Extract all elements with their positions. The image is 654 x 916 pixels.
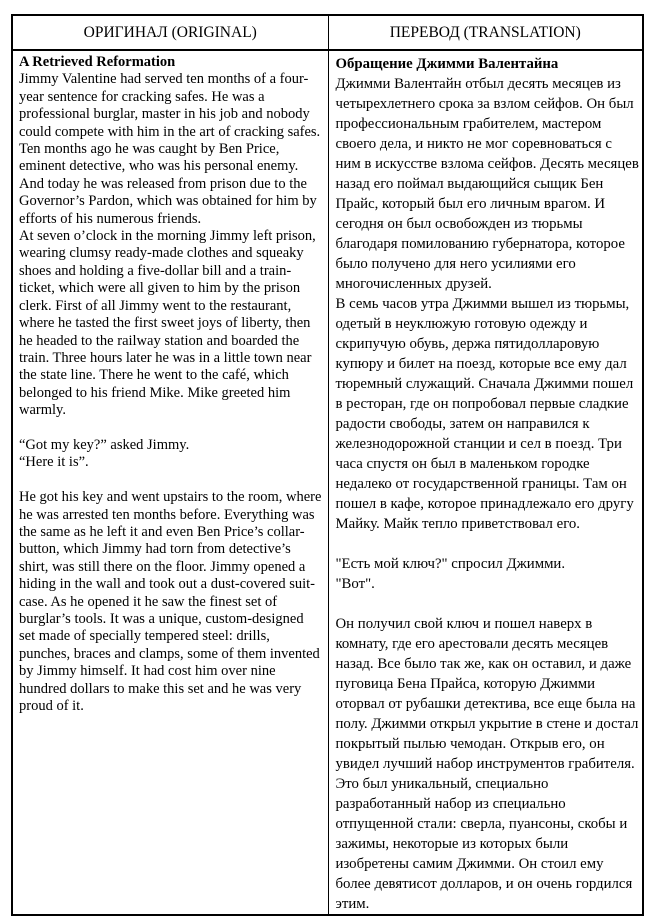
original-paragraph-1: Jimmy Valentine had served ten months of a four-year sentence for cracking safes. He was a professional burglar, master in his job and nobody could compete with him in the art of cracking safes. Ten months ago he was caught by Ben Price, eminent detective, who was his personal enemy. And today he was released from prison due to the Governor’s Pardon, which was obtained for him by efforts of his numerous friends. [19,71,321,227]
translation-text-cell [328,50,643,915]
translation-paragraph-1: Джимми Валентайн отбыл десять месяцев из четырехлетнего срока за взлом сейфов. Он был профессиональным грабителем, мастером своего дела, и никто не мог соревноваться с ним в искусстве взлома сейфов. Десять месяцев назад его поймал выдающийся сыщик Бен Прайс, который был его личным врагом. И сегодня он был освобожден из тюрьмы благодаря помилованию губернатора, которое было получено для него усилиями его многочисленных друзей. [335,76,639,292]
translation-paragraph-2: В семь часов утра Джимми вышел из тюрьмы, одетый в неуклюжую готовую одежду и скрипучую обувь, держа пятидолларовую купюру и билет на поезд, которые все ему дал тюремный служащий. Сначала Джимми пошел в ресторан, где он попробовал первые сладкие радости свободы, затем он направился к железнодорожной станции и сел в поезд. Три часа спустя он был в маленьком городке недалеко от государственной границы. Там он пошел в кафе, которое принадлежало его другу Майку. Майк тепло приветствовал его. [335,296,634,532]
translation-story-title: Обращение Джимми Валентайна [335,56,559,72]
original-story-title: A Retrieved Reformation [19,54,176,70]
header-row [12,15,643,50]
original-text-cell [12,50,328,915]
translation-dialogue-line-2: "Вот". [335,576,375,592]
translation-table [11,14,644,916]
column-header-translation: ПЕРЕВОД (TRANSLATION) [328,15,643,50]
original-paragraph-3: He got his key and went upstairs to the room, where he was arrested ten months before. Everything was the same as he left it and even Ben Price’s collar-button, which Jimmy had torn from detective’s shirt, was still there on the floor. Jimmy opened a hiding in the wall and took out a dust-covered suit-case. As he opened it he saw the finest set of burglar’s tools. It was a unique, custom-designed set made of specially tempered steel: drills, punches, braces and clamps, some of them invented by Jimmy himself. It had cost him over nine hundred dollars to make this set and he was very proud of it. [19,489,322,714]
column-header-original: ОРИГИНАЛ (ORIGINAL) [12,15,328,50]
original-dialogue-line-1: “Got my key?” asked Jimmy. [19,436,190,453]
translation-dialogue-line-1: "Есть мой ключ?" спросил Джимми. [335,556,566,572]
original-paragraph-2: At seven o’clock in the morning Jimmy left prison, wearing clumsy ready-made clothes and squeaky shoes and holding a five-dollar bill and a train-ticket, which were all given to him by the prison clerk. First of all Jimmy went to the restaurant, where he tasted the first sweet joys of liberty, then he headed to the railway station and boarded the train. Three hours later he was in a little town near the state line. There he went to the café, which belonged to his friend Mike. Mike greeted him warmly. [19,228,316,419]
content-row [12,50,643,915]
translation-paragraph-3: Он получил свой ключ и пошел наверх в комнату, где его арестовали десять месяцев назад. Все было так же, как он оставил, и даже пуговица Бена Прайса, которую Джимми оторвал от рубашки детектива, все еще была на полу. Джимми открыл укрытие в стене и достал покрытый пылью чемодан. Открыв его, он увидел лучший набор инструментов грабителя. Это был уникальный, специально разработанный набор из специально отпущенной стали: сверла, пуансоны, скобы и зажимы, некоторые из которых были изобретены самим Джимми. Он стоил ему более девятисот долларов, и он очень гордился этим. [335,616,639,912]
original-dialogue-line-2: “Here it is”. [19,454,89,471]
